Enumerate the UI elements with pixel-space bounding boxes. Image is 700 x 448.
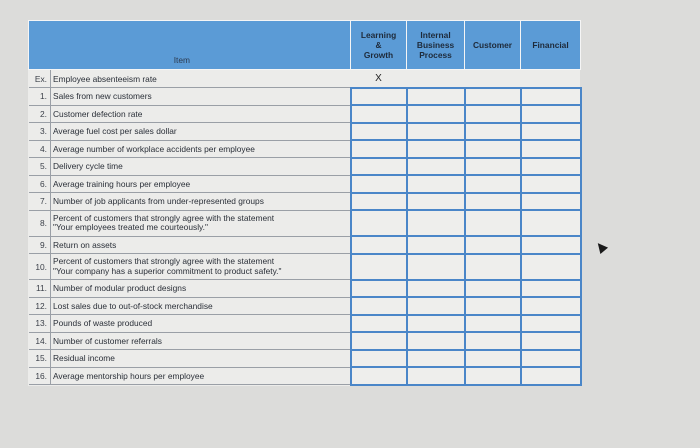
table-row: [29, 350, 581, 368]
row-label: Pounds of waste produced: [51, 315, 351, 333]
row-number: 8.: [29, 210, 51, 236]
row-number: Ex.: [29, 70, 51, 88]
row-number: 4.: [29, 140, 51, 158]
row-number: 16.: [29, 367, 51, 385]
learning-growth-input-cell[interactable]: [351, 236, 407, 254]
financial-input-cell[interactable]: [521, 210, 581, 236]
customer-input-cell[interactable]: [465, 105, 521, 123]
row-label: Average training hours per employee: [51, 175, 351, 193]
internal-process-input-cell[interactable]: [407, 367, 465, 385]
customer-input-cell[interactable]: [465, 350, 521, 368]
learning-growth-input-cell[interactable]: [351, 88, 407, 106]
row-label: Average number of workplace accidents per employee: [51, 140, 351, 158]
table-row: [29, 193, 581, 211]
table-row: [29, 210, 581, 236]
customer-input-cell[interactable]: [465, 210, 521, 236]
financial-input-cell[interactable]: [521, 280, 581, 298]
learning-growth-input-cell[interactable]: [351, 193, 407, 211]
learning-growth-input-cell[interactable]: [351, 332, 407, 350]
internal-process-input-cell[interactable]: [407, 123, 465, 141]
empty-cell: [465, 70, 521, 88]
financial-input-cell[interactable]: [521, 175, 581, 193]
internal-process-input-cell[interactable]: [407, 350, 465, 368]
row-label: Lost sales due to out-of-stock merchandise: [51, 297, 351, 315]
learning-growth-input-cell[interactable]: [351, 297, 407, 315]
financial-column-header: Financial: [521, 21, 581, 70]
financial-input-cell[interactable]: [521, 123, 581, 141]
table-row: [29, 236, 581, 254]
internal-process-input-cell[interactable]: [407, 210, 465, 236]
internal-business-process-column-header: [407, 21, 465, 70]
row-label-line: "Your company has a superior commitment to product safety.": [53, 265, 282, 276]
row-label: Employee absenteeism rate: [51, 70, 351, 88]
financial-input-cell[interactable]: [521, 193, 581, 211]
financial-input-cell[interactable]: [521, 350, 581, 368]
financial-input-cell[interactable]: [521, 367, 581, 385]
customer-input-cell[interactable]: [465, 88, 521, 106]
internal-process-input-cell[interactable]: [407, 105, 465, 123]
table-row: [29, 297, 581, 315]
row-number: 5.: [29, 158, 51, 176]
financial-input-cell[interactable]: [521, 297, 581, 315]
row-label: Number of customer referrals: [51, 332, 351, 350]
table-row: [29, 123, 581, 141]
example-mark: X: [375, 72, 382, 84]
row-number: 15.: [29, 350, 51, 368]
customer-input-cell[interactable]: [465, 297, 521, 315]
internal-process-input-cell[interactable]: [407, 315, 465, 333]
learning-growth-input-cell[interactable]: [351, 280, 407, 298]
header-row: [29, 21, 581, 70]
internal-process-input-cell[interactable]: [407, 254, 465, 280]
table-row: [29, 332, 581, 350]
scorecard-worksheet: [28, 20, 580, 386]
table-row: [29, 88, 581, 106]
learning-growth-input-cell[interactable]: [351, 158, 407, 176]
financial-input-cell[interactable]: [521, 254, 581, 280]
internal-process-input-cell[interactable]: [407, 193, 465, 211]
customer-input-cell[interactable]: [465, 332, 521, 350]
internal-process-input-cell[interactable]: [407, 332, 465, 350]
example-row: [29, 70, 581, 88]
customer-input-cell[interactable]: [465, 315, 521, 333]
learning-growth-input-cell[interactable]: [351, 105, 407, 123]
row-label: Average mentorship hours per employee: [51, 367, 351, 385]
row-number: 13.: [29, 315, 51, 333]
customer-input-cell[interactable]: [465, 140, 521, 158]
table-row: [29, 367, 581, 385]
financial-input-cell[interactable]: [521, 105, 581, 123]
table-row: [29, 254, 581, 280]
learning-growth-input-cell[interactable]: [351, 367, 407, 385]
table-row: [29, 158, 581, 176]
row-label: Number of job applicants from under-represented groups: [51, 193, 351, 211]
row-label-line: Percent of customers that strongly agree with the statement: [53, 256, 275, 266]
internal-process-input-cell[interactable]: [407, 88, 465, 106]
customer-input-cell[interactable]: [465, 280, 521, 298]
table-row: [29, 175, 581, 193]
internal-process-input-cell[interactable]: [407, 175, 465, 193]
customer-input-cell[interactable]: [465, 175, 521, 193]
row-label: Average fuel cost per sales dollar: [51, 123, 351, 141]
customer-input-cell[interactable]: [465, 123, 521, 141]
header-text: Business: [416, 40, 455, 50]
financial-input-cell[interactable]: [521, 332, 581, 350]
internal-process-input-cell[interactable]: [407, 280, 465, 298]
row-number: 2.: [29, 105, 51, 123]
row-label: Customer defection rate: [51, 105, 351, 123]
item-column-header: Item: [29, 21, 351, 70]
customer-input-cell[interactable]: [465, 367, 521, 385]
header-text: &: [375, 40, 382, 50]
learning-growth-input-cell[interactable]: [351, 350, 407, 368]
header-text: Learning: [360, 30, 397, 40]
internal-process-input-cell[interactable]: [407, 158, 465, 176]
financial-input-cell[interactable]: [521, 140, 581, 158]
learning-growth-input-cell[interactable]: [351, 315, 407, 333]
row-number: 12.: [29, 297, 51, 315]
row-number: 7.: [29, 193, 51, 211]
table-row: [29, 140, 581, 158]
mouse-pointer-icon: [594, 240, 608, 254]
customer-input-cell[interactable]: [465, 158, 521, 176]
learning-growth-input-cell[interactable]: [351, 254, 407, 280]
row-label: Sales from new customers: [51, 88, 351, 106]
header-text: Internal: [420, 30, 451, 40]
row-number: 11.: [29, 280, 51, 298]
row-label: [51, 210, 351, 236]
row-label: [51, 254, 351, 280]
internal-process-input-cell[interactable]: [407, 236, 465, 254]
customer-input-cell[interactable]: [465, 236, 521, 254]
financial-input-cell[interactable]: [521, 236, 581, 254]
learning-growth-column-header: [351, 21, 407, 70]
row-number: 6.: [29, 175, 51, 193]
learning-growth-input-cell[interactable]: [351, 210, 407, 236]
internal-process-input-cell[interactable]: [407, 140, 465, 158]
customer-input-cell[interactable]: [465, 193, 521, 211]
row-number: 10.: [29, 254, 51, 280]
row-label: Return on assets: [51, 236, 351, 254]
table-row: [29, 280, 581, 298]
table-row: [29, 105, 581, 123]
row-label: Number of modular product designs: [51, 280, 351, 298]
customer-input-cell[interactable]: [465, 254, 521, 280]
empty-cell: [521, 70, 581, 88]
financial-input-cell[interactable]: [521, 158, 581, 176]
table-row: [29, 315, 581, 333]
header-text: Growth: [363, 50, 394, 60]
row-number: 14.: [29, 332, 51, 350]
internal-process-input-cell[interactable]: [407, 297, 465, 315]
row-label: Delivery cycle time: [51, 158, 351, 176]
row-label: Residual income: [51, 350, 351, 368]
row-number: 3.: [29, 123, 51, 141]
header-text: Process: [419, 50, 452, 60]
learning-growth-input-cell[interactable]: [351, 175, 407, 193]
row-number: 1.: [29, 88, 51, 106]
learning-growth-input-cell[interactable]: [351, 140, 407, 158]
empty-cell: [407, 70, 465, 88]
financial-input-cell[interactable]: [521, 88, 581, 106]
balanced-scorecard-table: [28, 20, 582, 386]
row-number: 9.: [29, 236, 51, 254]
customer-column-header: Customer: [465, 21, 521, 70]
row-label-line: "Your employees treated me courteously.": [53, 222, 208, 232]
row-label-line: Percent of customers that strongly agree with the statement: [53, 212, 275, 223]
learning-growth-input-cell[interactable]: [351, 123, 407, 141]
financial-input-cell[interactable]: [521, 315, 581, 333]
